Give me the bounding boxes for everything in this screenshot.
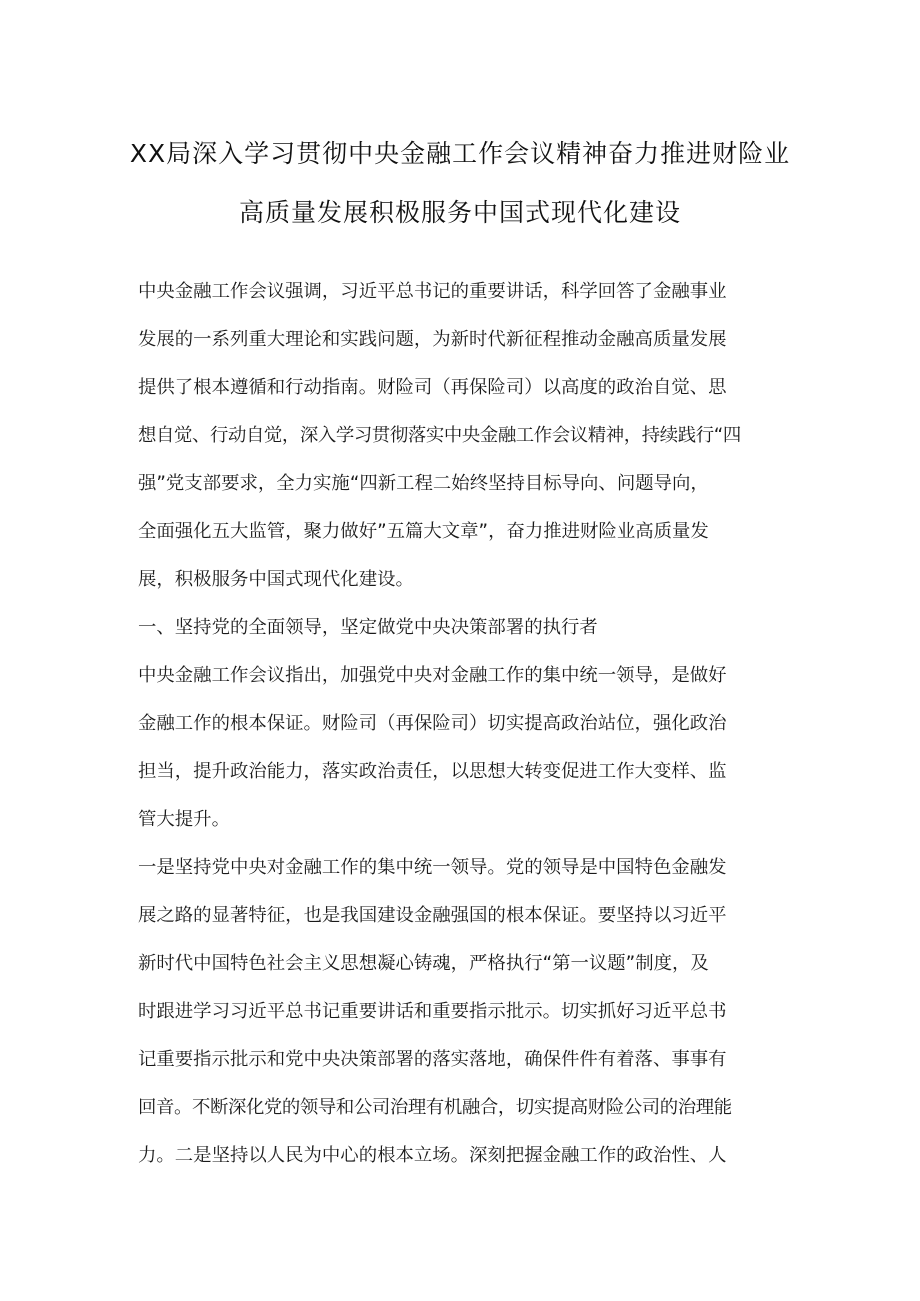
body-line: 力。二是坚持以人民为中心的根本立场。深刻把握金融工作的政治性、人 — [138, 1145, 727, 1166]
document-title-line-1: XX局深入学习贯彻中央金融工作会议精神奋力推进财险业 — [129, 139, 791, 168]
body-line: 发展的一系列重大理论和实践问题，为新时代新征程推动金融高质量发展 — [138, 329, 727, 350]
body-line: 想自觉、行动自觉，深入学习贯彻落实中央金融工作会议精神，持续践行“四 — [138, 425, 741, 446]
document-title-line-2: 高质量发展积极服务中国式现代化建设 — [238, 198, 681, 227]
document-body — [138, 268, 788, 1180]
body-line: 提供了根本遵循和行动指南。财险司（再保险司）以高度的政治自觉、思 — [138, 377, 727, 398]
body-line: 中央金融工作会议强调，习近平总书记的重要讲话，科学回答了金融事业 — [138, 281, 727, 302]
body-line: 新时代中国特色社会主义思想凝心铸魂，严格执行“第一议题”制度，及 — [138, 953, 709, 974]
body-line: 金融工作的根本保证。财险司（再保险司）切实提高政治站位，强化政治 — [138, 713, 727, 734]
body-line: 全面强化五大监管，聚力做好”五篇大文章”，奋力推进财险业高质量发 — [138, 521, 709, 542]
body-line: 强”党支部要求，全力实施“四新工程二始终坚持目标导向、问题导向， — [138, 473, 709, 494]
body-line: 担当，提升政治能力，落实政治责任，以思想大转变促进工作大变样、监 — [138, 761, 727, 782]
section-heading: 一、坚持党的全面领导，坚定做党中央决策部署的执行者 — [138, 617, 598, 638]
body-line: 记重要指示批示和党中央决策部署的落实落地，确保件件有着落、事事有 — [138, 1049, 727, 1070]
body-line: 展，积极服务中国式现代化建设。 — [138, 569, 414, 590]
body-line: 回音。不断深化党的领导和公司治理有机融合，切实提高财险公司的治理能 — [138, 1097, 732, 1118]
body-line: 展之路的显著特征，也是我国建设金融强国的根本保证。要坚持以习近平 — [138, 905, 727, 926]
body-line: 管大提升。 — [138, 809, 230, 830]
body-line: 一是坚持党中央对金融工作的集中统一领导。党的领导是中国特色金融发 — [138, 857, 727, 878]
body-line: 中央金融工作会议指出，加强党中央对金融工作的集中统一领导，是做好 — [138, 665, 727, 686]
body-line: 时跟进学习习近平总书记重要讲话和重要指示批示。切实抓好习近平总书 — [138, 1001, 727, 1022]
